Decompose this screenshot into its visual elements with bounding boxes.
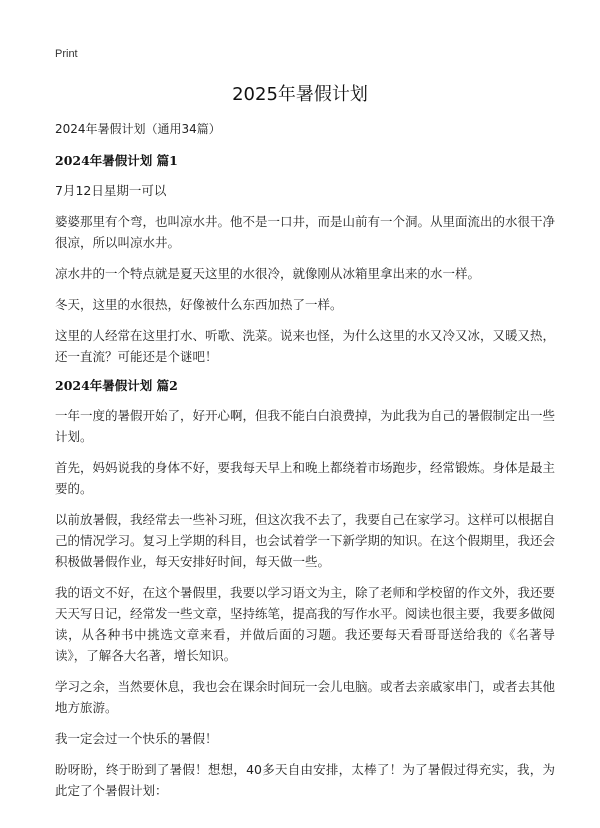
paragraph: 我一定会过一个快乐的暑假！ bbox=[55, 731, 218, 746]
section-1 bbox=[55, 152, 555, 367]
paragraph: 凉水井的一个特点就是夏天这里的水很冷，就像刚从冰箱里拿出来的水一样。 bbox=[55, 266, 481, 281]
document-subtitle: 2024年暑假计划（通用34篇） bbox=[55, 122, 221, 136]
print-link[interactable]: Print bbox=[55, 48, 78, 60]
paragraph: 冬天，这里的水很热，好像被什么东西加热了一样。 bbox=[55, 297, 343, 312]
paragraph: 7月12日星期一可以 bbox=[55, 183, 167, 198]
paragraph: 这里的人经常在这里打水、听歌、洗菜。说来也怪，为什么这里的水又冷又冰，又暖又热，还一直流？可能还是个谜吧！ bbox=[55, 328, 556, 364]
section-2 bbox=[55, 377, 555, 801]
section-heading: 2024年暑假计划 篇2 bbox=[55, 378, 178, 393]
paragraph: 婆婆那里有个弯，也叫凉水井。他不是一口井，而是山前有一个洞。从里面流出的水很干净很凉，所以叫凉水井。 bbox=[55, 214, 556, 250]
paragraph: 盼呀盼，终于盼到了暑假！想想，40多天自由安排，太棒了！为了暑假过得充实，我，为此定了个暑假计划： bbox=[55, 762, 555, 798]
section-heading: 2024年暑假计划 篇1 bbox=[55, 153, 178, 168]
page-title: 2025年暑假计划 bbox=[232, 84, 368, 105]
paragraph: 以前放暑假，我经常去一些补习班，但这次我不去了，我要自己在家学习。这样可以根据自己的情况学习。复习上学期的科目，也会试着学一下新学期的知识。在这个假期里，我还会积极做暑假作业，每天安排好时间，每天做一些。 bbox=[55, 512, 556, 569]
paragraph: 我的语文不好，在这个暑假里，我要以学习语文为主，除了老师和学校留的作文外，我还要天天写日记，经常发一些文章，坚持练笔，提高我的写作水平。阅读也很主要，我要多做阅读，从各种书中挑选文章来看，并做后面的习题。我还要每天看哥哥送给我的《名著导读》，了解各大名著，增长知识。 bbox=[55, 585, 556, 663]
document-body bbox=[55, 120, 555, 811]
paragraph: 一年一度的暑假开始了，好开心啊，但我不能白白浪费掉，为此我为自己的暑假制定出一些计划。 bbox=[55, 408, 556, 444]
paragraph: 学习之余，当然要休息，我也会在课余时间玩一会儿电脑。或者去亲戚家串门，或者去其他地方旅游。 bbox=[55, 679, 556, 715]
paragraph: 首先，妈妈说我的身体不好，要我每天早上和晚上都绕着市场跑步，经常锻炼。身体是最主要的。 bbox=[55, 460, 556, 496]
